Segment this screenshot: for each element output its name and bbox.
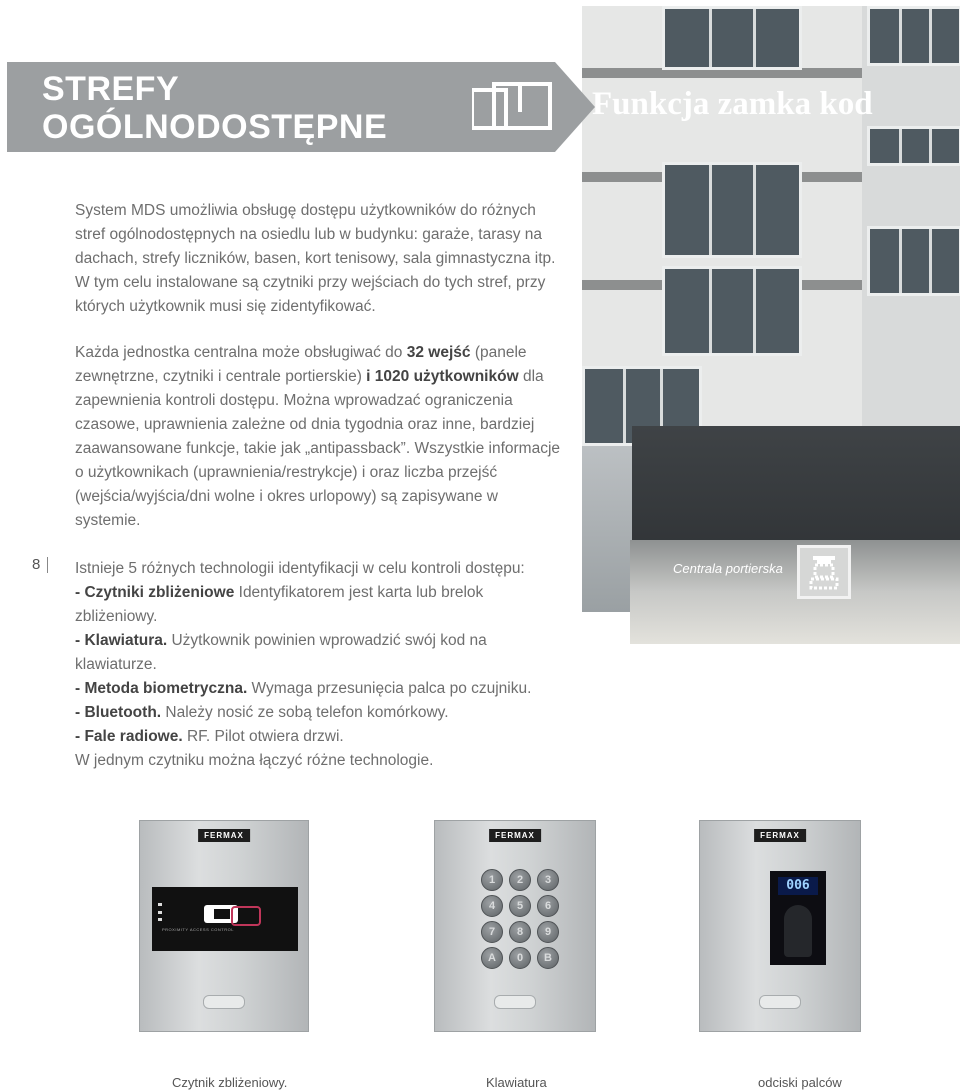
technologies-list	[75, 557, 565, 773]
caption-proximity: Czytnik zbliżeniowy.	[172, 1075, 288, 1090]
keypad-key: 9	[537, 921, 559, 943]
page-number-divider	[47, 557, 48, 573]
biometric-display: 006	[778, 877, 818, 895]
tech-item-label: - Bluetooth.	[75, 704, 162, 721]
capacity-paragraph	[75, 341, 565, 533]
tech-item-text: Wymaga przesunięcia palca po czujniku.	[247, 680, 532, 697]
keypad-key: 2	[509, 869, 531, 891]
capacity-text-a: Każda jednostka centralna może obsługiwać do	[75, 344, 407, 361]
proximity-label: PROXIMITY ACCESS CONTROL	[162, 927, 234, 932]
tech-item-label: - Fale radiowe.	[75, 728, 183, 745]
proximity-reader-image	[139, 820, 309, 1032]
tech-item-text: Należy nosić ze sobą telefon komórkowy.	[161, 704, 449, 721]
keypad-key: B	[537, 947, 559, 969]
capacity-users: i 1020 użytkowników	[366, 368, 519, 385]
card-icon	[152, 887, 298, 927]
door-outline-icon	[472, 82, 554, 132]
keypad-key: 6	[537, 895, 559, 917]
keypad-key: 8	[509, 921, 531, 943]
tech-item-text: Użytkownik powinien wprowadzić swój kod na klawiaturze.	[75, 632, 487, 673]
tech-item-label: - Czytniki zbliżeniowe	[75, 584, 235, 601]
capacity-text-e: dla zapewnienia kontroli dostępu. Można wprowadzać ograniczenia czasowe, uprawnienia zależne od dnia tygodnia oraz inne, bardziej zaawansowane funkcje, takie jak „antipassback”. Wszystkie informacje o użytkownikach (uprawnienia/restrykcje) i oraz liczba przejść (wejścia/wyjścia/dni wolne i okres urlopowy) są zapisywane w systemie.	[75, 368, 561, 529]
brand-logo: FERMAX	[489, 829, 541, 842]
page-title	[42, 70, 387, 146]
capacity-text-c: (panele zewnętrzne, czytniki i centrale portierskie)	[75, 344, 527, 385]
brand-logo: FERMAX	[198, 829, 250, 842]
title-line-1: STREFY	[42, 70, 180, 108]
keypad-image	[434, 820, 596, 1032]
keypad-key: 5	[509, 895, 531, 917]
proximity-screen	[152, 887, 298, 951]
fingerprint-sensor-icon	[784, 905, 812, 957]
status-led	[759, 995, 801, 1009]
technologies-intro: Istnieje 5 różnych technologii identyfikacji w celu kontroli dostępu:	[75, 560, 525, 577]
technologies-outro: W jednym czytniku można łączyć różne technologie.	[75, 752, 434, 769]
keypad-key: 7	[481, 921, 503, 943]
page-number: 8	[32, 556, 41, 573]
keypad-key: 3	[537, 869, 559, 891]
keypad-key: A	[481, 947, 503, 969]
status-led	[203, 995, 245, 1009]
caption-fingerprint: odciski palców	[758, 1075, 842, 1090]
tech-item-label: - Metoda biometryczna.	[75, 680, 248, 697]
photo-label: Centrala portierska	[673, 561, 783, 576]
tech-item-proximity	[75, 581, 565, 629]
tech-item-label: - Klawiatura.	[75, 632, 168, 649]
brand-logo: FERMAX	[754, 829, 806, 842]
capacity-entries: 32 wejść	[406, 344, 471, 361]
intro-paragraph: System MDS umożliwia obsługę dostępu użytkowników do różnych stref ogólnodostępnych na osiedlu lub w budynku: garaże, tarasy na dachach, strefy liczników, basen, kort tenisowy, sala gimnastyczna itp. W tym celu instalowane są czytniki przy wejściach do tych stref, przy których użytkownik musi się zidentyfikować.	[75, 202, 556, 315]
caption-keypad: Klawiatura	[486, 1075, 547, 1090]
concierge-icon	[797, 545, 851, 599]
keypad-key: 1	[481, 869, 503, 891]
keypad	[481, 869, 559, 969]
tech-item-radio	[75, 725, 565, 749]
tech-item-biometric	[75, 677, 565, 701]
tech-item-bluetooth	[75, 701, 565, 725]
title-line-2: OGÓLNODOSTĘPNE	[42, 108, 388, 146]
biometric-reader-image	[699, 820, 861, 1032]
photo-ground	[630, 540, 960, 644]
status-led	[494, 995, 536, 1009]
section-subtitle: Funkcja zamka kod	[592, 86, 873, 122]
keypad-key: 4	[481, 895, 503, 917]
keypad-key: 0	[509, 947, 531, 969]
tech-item-keypad	[75, 629, 565, 677]
tech-item-text: RF. Pilot otwiera drzwi.	[182, 728, 344, 745]
tech-item-text: Identyfikatorem jest karta lub brelok zbliżeniowy.	[75, 584, 484, 625]
biometric-screen	[770, 871, 826, 965]
